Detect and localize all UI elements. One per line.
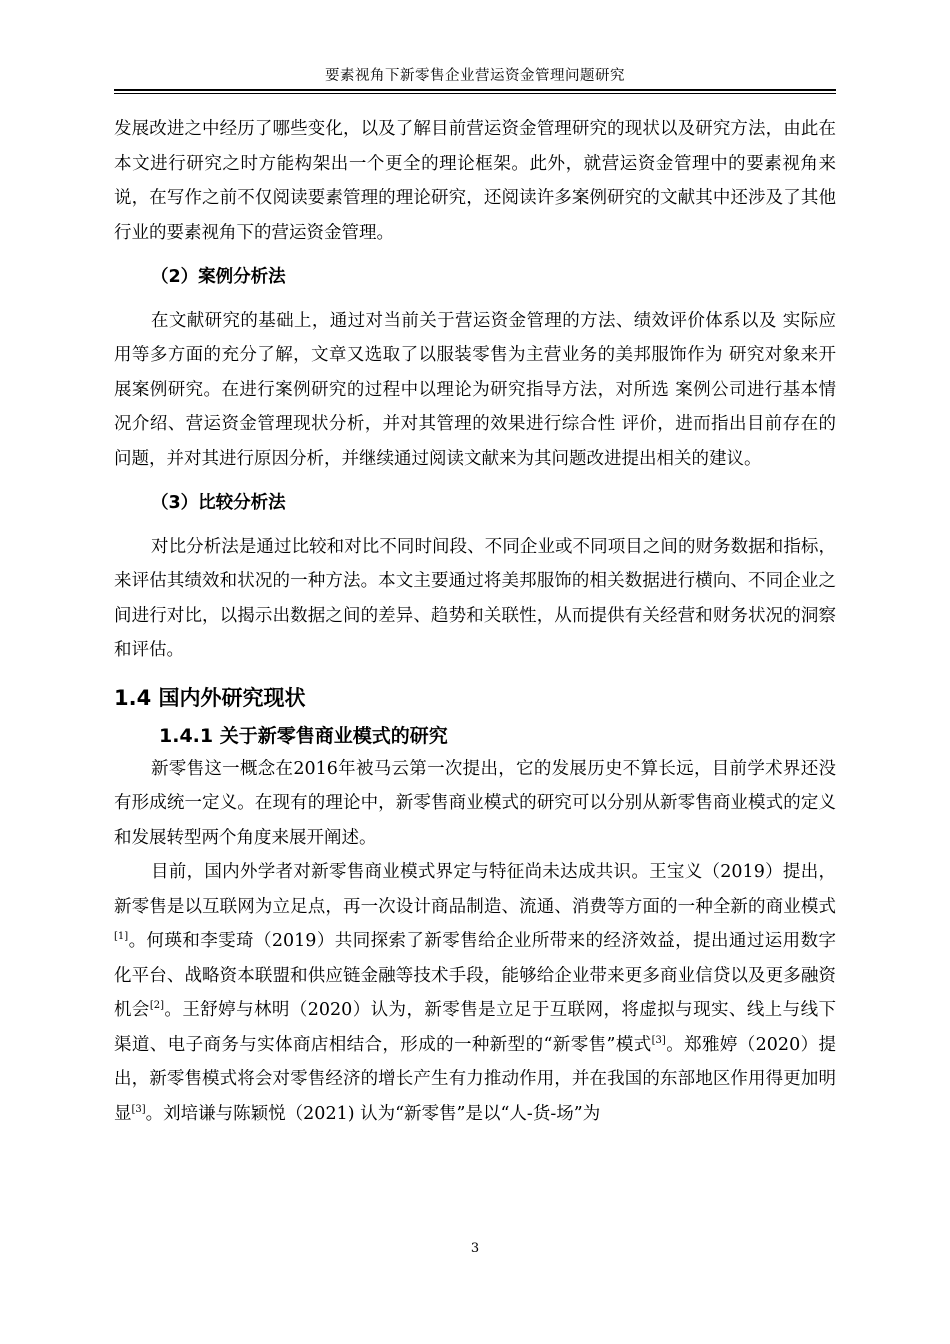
paragraph-case-analysis: 在文献研究的基础上，通过对当前关于营运资金管理的方法、绩效评价体系以及 实际应用等多方面的充分了解，文章又选取了以服装零售为主营业务的美邦服饰作为 研究对象来开展案例研究。在进行案例研究的过程中以理论为研究指导方法，对所选 案例公司进行基本情况介绍、营运资金管理现状分析，并对其管理的效果进行综合性 评价，进而指出目前存在的问题，并对其进行原因分析，并继续通过阅读文献来为其问题改进提出相关的建议。 [114, 310, 836, 469]
paragraph-comparative-analysis: 对比分析法是通过比较和对比不同时间段、不同企业或不同项目之间的财务数据和指标，来评估其绩效和状况的一种方法。本文主要通过将美邦服饰的相关数据进行横向、不同企业之间进行对比，以揭示出数据之间的差异、趋势和关联性，从而提供有关经营和财务状况的洞察和评估。 [114, 536, 836, 660]
heading-comparative-analysis: （3）比较分析法 [151, 493, 286, 513]
page-body [114, 112, 836, 1131]
heading-case-analysis: （2）案例分析法 [151, 267, 286, 287]
citation-ref: [3] [131, 1103, 146, 1115]
paragraph-literature-continued: 发展改进之中经历了哪些变化，以及了解目前营运资金管理研究的现状以及研究方法，由此在本文进行研究之时方能构架出一个更全的理论框架。此外，就营运资金管理中的要素视角来说，在写作之前不仅阅读要素管理的理论研究，还阅读许多案例研究的文献其中还涉及了其他行业的要素视角下的营运资金管理。 [114, 119, 836, 243]
header-rule-thick [114, 89, 836, 91]
citation-ref: [3] [651, 1034, 666, 1046]
header-rule-thin [114, 93, 836, 94]
text-span: 目前，国内外学者对新零售商业模式界定与特征尚未达成共识。王宝义（2019）提出，新零售是以互联网为立足点，再一次设计商品制造、流通、消费等方面的一种全新的商业模式 [114, 862, 836, 917]
running-header: 要素视角下新零售企业营运资金管理问题研究 [325, 68, 625, 84]
text-span: 。何瑛和李雯琦（2019）共同探索了新零售给企业所带来的经济效益，提出通过运用数字化平台、战略资本联盟和供应链金融等技术手段，能够给企业带来更多商业信贷以及更多融资机会 [114, 931, 836, 1020]
text-span: 。刘培谦与陈颖悦（2021) 认为“新零售”是以“人-货-场”为 [145, 1103, 601, 1124]
paragraph-new-retail-definitions [114, 855, 836, 1131]
subsection-heading-new-retail: 1.4.1 关于新零售商业模式的研究 [159, 724, 448, 747]
citation-ref: [2] [149, 1000, 165, 1011]
text-span: 。郑雅婷（2020）提出，新零售模式将会对零售经济的增长产生有力推动作用，并在我国的东部地区作用得更加明显 [114, 1034, 836, 1124]
paragraph-new-retail-intro: 新零售这一概念在2016年被马云第一次提出，它的发展历史不算长远，目前学术界还没有形成统一定义。在现有的理论中，新零售商业模式的研究可以分别从新零售商业模式的定义和发展转型两个角度来展开阐述。 [114, 758, 836, 848]
citation-ref: [1] [114, 931, 129, 942]
text-span: 。王舒婷与林明（2020）认为，新零售是立足于互联网，将虚拟与现实、线上与线下渠道、电子商务与实体商店相结合，形成的一种新型的“新零售”模式 [114, 1000, 836, 1055]
page-number: 3 [470, 1241, 480, 1256]
section-heading-research-status: 1.4 国内外研究现状 [114, 685, 306, 710]
